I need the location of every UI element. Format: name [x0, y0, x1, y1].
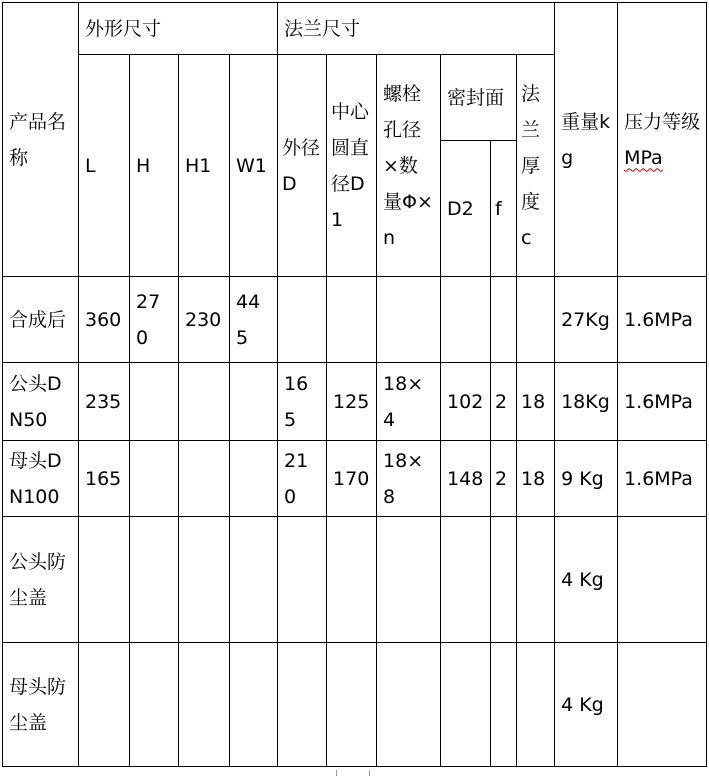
cell-W1 — [230, 363, 278, 441]
cell-bolt: 18×4 — [377, 363, 441, 441]
cell-W1: 445 — [230, 277, 278, 363]
cell-pressure: 1.6MPa — [618, 363, 707, 441]
cell-H — [130, 363, 179, 441]
header-H: H — [130, 55, 179, 277]
cell-D — [278, 277, 327, 363]
cell-D1: 125 — [327, 363, 377, 441]
cell-pressure — [618, 643, 707, 767]
cell-weight: 27Kg — [555, 277, 618, 363]
cell-L — [79, 643, 130, 767]
header-seal-face: 密封面 — [441, 55, 517, 141]
cell-D2 — [441, 643, 491, 767]
cell-D: 210 — [278, 441, 327, 517]
cell-f: 2 — [491, 441, 517, 517]
table-row — [3, 441, 707, 517]
cell-H1 — [179, 643, 230, 767]
cell-c: 18 — [517, 363, 555, 441]
cell-bolt — [377, 643, 441, 767]
cell-L: 360 — [79, 277, 130, 363]
header-weight: 重量kg — [555, 3, 618, 277]
cell-H1 — [179, 517, 230, 643]
cell-pressure — [618, 517, 707, 643]
cell-H — [130, 643, 179, 767]
cell-D2: 148 — [441, 441, 491, 517]
cell-bolt — [377, 517, 441, 643]
cell-D1 — [327, 517, 377, 643]
cell-D1 — [327, 643, 377, 767]
cell-D2 — [441, 277, 491, 363]
cell-name: 公头DN50 — [3, 363, 79, 441]
cell-W1 — [230, 643, 278, 767]
cell-H — [130, 517, 179, 643]
cell-H — [130, 441, 179, 517]
header-pressure: 压力等级MPa — [618, 3, 707, 277]
header-product-name: 产品名称 — [3, 3, 79, 277]
cell-D2 — [441, 517, 491, 643]
cell-W1 — [230, 441, 278, 517]
cell-D: 165 — [278, 363, 327, 441]
cell-f — [491, 643, 517, 767]
header-L: L — [79, 55, 130, 277]
cell-f — [491, 517, 517, 643]
cell-weight: 18Kg — [555, 363, 618, 441]
cell-f — [491, 277, 517, 363]
header-center-circle: 中心圆直径D1 — [327, 55, 377, 277]
cell-c — [517, 277, 555, 363]
cell-f: 2 — [491, 363, 517, 441]
cell-H1 — [179, 441, 230, 517]
cell-pressure: 1.6MPa — [618, 277, 707, 363]
cell-bolt: 18×8 — [377, 441, 441, 517]
cell-W1 — [230, 517, 278, 643]
cell-D1: 170 — [327, 441, 377, 517]
cell-c — [517, 517, 555, 643]
cell-c — [517, 643, 555, 767]
page-edge-marker — [336, 770, 370, 776]
cell-L: 165 — [79, 441, 130, 517]
cell-L: 235 — [79, 363, 130, 441]
header-outer-dia: 外径D — [278, 55, 327, 277]
cell-weight: 4 Kg — [555, 643, 618, 767]
cell-H: 270 — [130, 277, 179, 363]
cell-D — [278, 517, 327, 643]
header-row-1 — [3, 3, 707, 55]
header-flange-thickness: 法兰厚度c — [517, 55, 555, 277]
header-outline-group: 外形尺寸 — [79, 3, 278, 55]
cell-H1: 230 — [179, 277, 230, 363]
table-row — [3, 277, 707, 363]
cell-c: 18 — [517, 441, 555, 517]
cell-D2: 102 — [441, 363, 491, 441]
cell-name: 公头防尘盖 — [3, 517, 79, 643]
header-D2: D2 — [441, 141, 491, 277]
table-row — [3, 363, 707, 441]
cell-H1 — [179, 363, 230, 441]
cell-name: 母头防尘盖 — [3, 643, 79, 767]
header-flange-group: 法兰尺寸 — [278, 3, 555, 55]
cell-weight: 4 Kg — [555, 517, 618, 643]
header-H1: H1 — [179, 55, 230, 277]
header-W1: W1 — [230, 55, 278, 277]
cell-weight: 9 Kg — [555, 441, 618, 517]
header-f: f — [491, 141, 517, 277]
cell-name: 母头DN100 — [3, 441, 79, 517]
table-row — [3, 517, 707, 643]
table-row — [3, 643, 707, 767]
cell-D — [278, 643, 327, 767]
header-pressure-unit: MPa — [624, 146, 663, 169]
cell-name: 合成后 — [3, 277, 79, 363]
cell-D1 — [327, 277, 377, 363]
spec-table — [2, 2, 707, 767]
cell-bolt — [377, 277, 441, 363]
cell-L — [79, 517, 130, 643]
header-bolt-holes: 螺栓孔径×数量Φ× n — [377, 55, 441, 277]
cell-pressure: 1.6MPa — [618, 441, 707, 517]
